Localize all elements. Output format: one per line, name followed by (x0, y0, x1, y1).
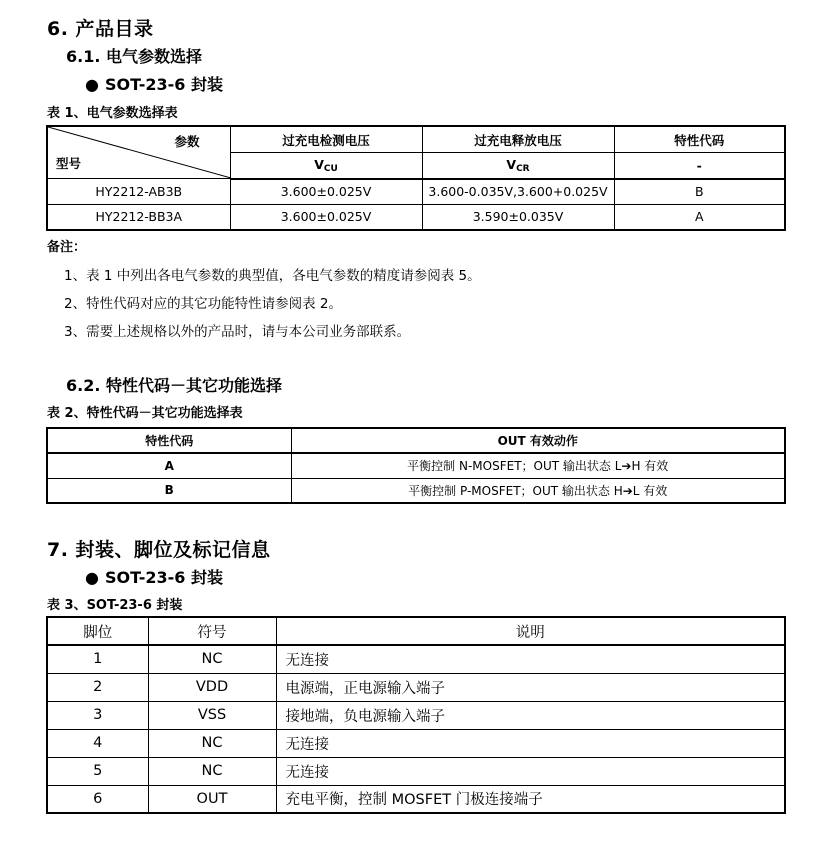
value-cell: A (614, 205, 785, 230)
section-6-2-title: 6.2. 特性代码－其它功能选择 (66, 376, 282, 395)
symbol-cell: VDD (148, 673, 276, 701)
description-cell: 接地端，负电源输入端子 (276, 701, 785, 729)
column-header: 脚位 (47, 617, 148, 645)
note-item: 3、需要上述规格以外的产品时，请与本公司业务部联系。 (64, 324, 411, 340)
bullet-text: SOT-23-6 封装 (105, 75, 223, 94)
corner-param-label: 参数 (174, 134, 200, 149)
pin-cell: 2 (47, 673, 148, 701)
symbol-cell: NC (148, 729, 276, 757)
column-header: 符号 (148, 617, 276, 645)
corner-header-cell (47, 126, 230, 179)
pin-cell: 1 (47, 645, 148, 673)
value-cell: 3.600±0.025V (230, 179, 422, 205)
table-row (47, 673, 785, 701)
table-row (47, 729, 785, 757)
value-cell: 3.600±0.025V (230, 205, 422, 230)
table-row (47, 701, 785, 729)
table-2-caption: 表 2、特性代码－其它功能选择表 (47, 406, 243, 421)
pin-cell: 6 (47, 785, 148, 813)
description-cell: 无连接 (276, 645, 785, 673)
pin-cell: 5 (47, 757, 148, 785)
value-cell: B (614, 179, 785, 205)
table-3-caption: 表 3、SOT-23-6 封装 (47, 598, 183, 613)
model-cell: HY2212-AB3B (47, 179, 230, 205)
column-header: 过充电检测电压 (230, 126, 422, 153)
symbol-cell: - (614, 153, 785, 179)
symbol-cell: NC (148, 645, 276, 673)
table-row (47, 179, 785, 205)
column-header: 过充电释放电压 (422, 126, 614, 153)
table-row (47, 645, 785, 673)
function-selection-table (46, 427, 786, 504)
pin-cell: 3 (47, 701, 148, 729)
column-header: OUT 有效动作 (291, 428, 785, 453)
package-bullet (85, 565, 223, 588)
symbol-cell: VSS (148, 701, 276, 729)
column-header: 说明 (276, 617, 785, 645)
electrical-parameter-table (46, 125, 786, 231)
code-cell: A (47, 453, 291, 478)
bullet-text: SOT-23-6 封装 (105, 568, 223, 587)
package-bullet (85, 72, 223, 95)
symbol-cell: NC (148, 757, 276, 785)
table-row (47, 757, 785, 785)
section-6-1-title: 6.1. 电气参数选择 (66, 47, 202, 66)
description-cell: 电源端，正电源输入端子 (276, 673, 785, 701)
right-arrow-icon: ➔ (622, 483, 633, 498)
value-cell: 3.590±0.035V (422, 205, 614, 230)
value-cell: 3.600-0.035V,3.600+0.025V (422, 179, 614, 205)
pin-cell: 4 (47, 729, 148, 757)
table-row (47, 453, 785, 478)
table-row (47, 478, 785, 503)
bullet-icon: ● (85, 75, 99, 94)
code-cell: B (47, 478, 291, 503)
symbol-cell: OUT (148, 785, 276, 813)
description-cell: 无连接 (276, 757, 785, 785)
symbol-cell: $V_{CR}$ (422, 153, 614, 179)
column-header: 特性代码 (614, 126, 785, 153)
right-arrow-icon: ➔ (621, 459, 632, 474)
note-item: 1、表 1 中列出各电气参数的典型值，各电气参数的精度请参阅表 5。 (64, 268, 481, 284)
description-cell: 无连接 (276, 729, 785, 757)
action-cell: 平衡控制 N-MOSFET；OUT 输出状态 L➔H 有效 (291, 453, 785, 478)
description-cell: 充电平衡，控制 MOSFET 门极连接端子 (276, 785, 785, 813)
bullet-icon: ● (85, 568, 99, 587)
table-row (47, 205, 785, 230)
model-cell: HY2212-BB3A (47, 205, 230, 230)
action-cell: 平衡控制 P-MOSFET；OUT 输出状态 H➔L 有效 (291, 478, 785, 503)
note-item: 2、特性代码对应的其它功能特性请参阅表 2。 (64, 296, 342, 312)
column-header: 特性代码 (47, 428, 291, 453)
table-1-caption: 表 1、电气参数选择表 (47, 106, 178, 121)
corner-model-label: 型号 (56, 156, 82, 171)
table-row (47, 785, 785, 813)
pin-table (46, 616, 786, 814)
section-6-title: 6. 产品目录 (47, 18, 154, 40)
section-7-title: 7. 封装、脚位及标记信息 (47, 539, 271, 561)
symbol-cell: $V_{CU}$ (230, 153, 422, 179)
notes-title: 备注： (47, 240, 87, 255)
